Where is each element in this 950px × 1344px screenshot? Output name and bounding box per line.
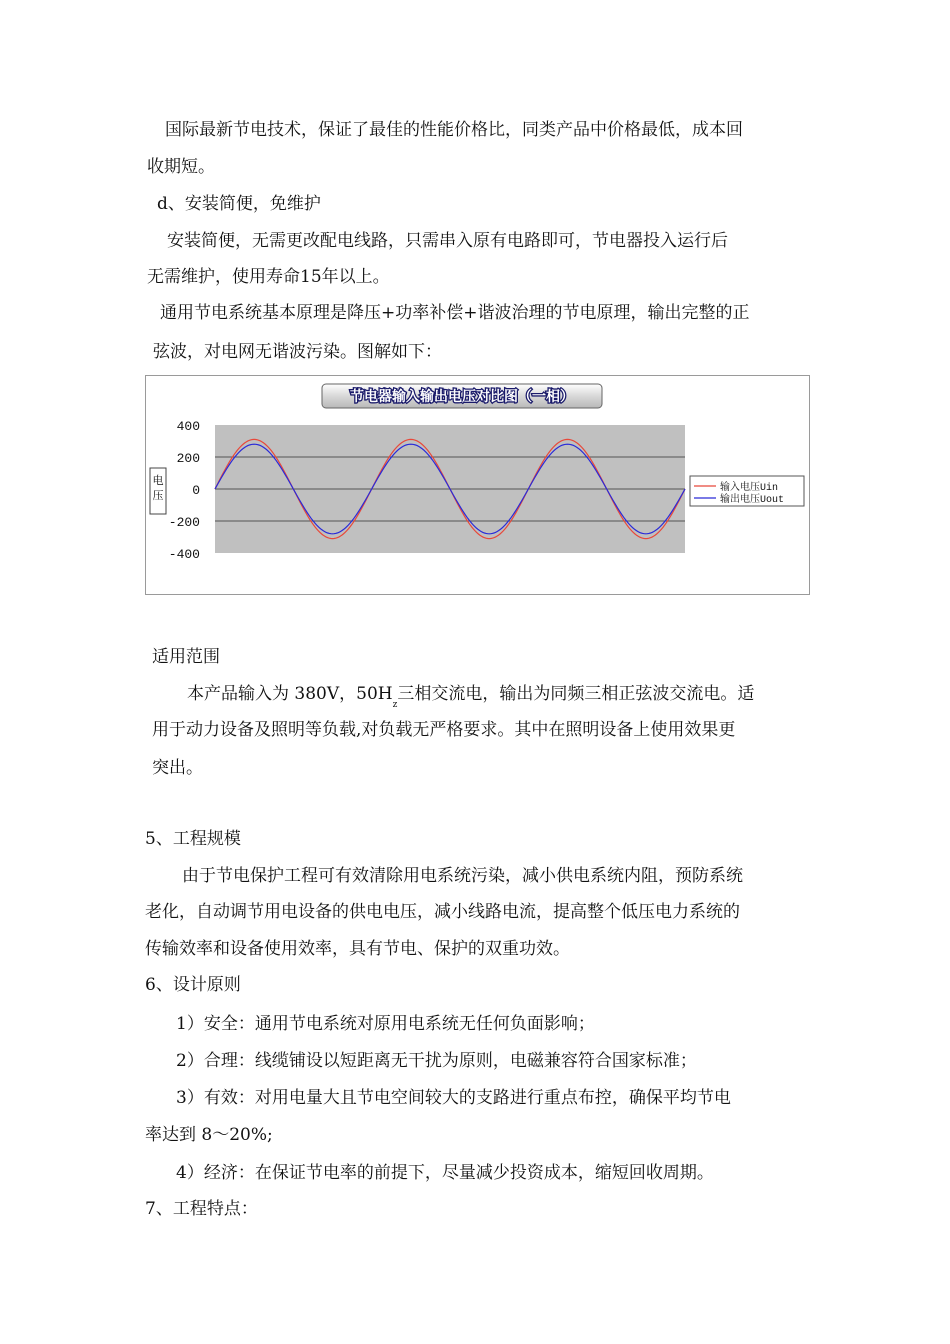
- chart-title: 节电器输入输出电压对比图（一相）: [350, 388, 574, 404]
- heading-d: d、安装简便，免维护: [157, 194, 321, 214]
- y-tick-labels: [169, 419, 200, 562]
- y-axis-label: 电压: [152, 475, 164, 502]
- scope-line-1-post: 三相交流电，输出为同频三相正弦波交流电。适: [397, 684, 755, 704]
- scope-line-1-sub: z: [392, 700, 398, 710]
- section-6-item-2: 2）合理：线缆铺设以短距离无干扰为原则，电磁兼容符合国家标准；: [176, 1051, 697, 1071]
- chart-svg: [146, 376, 809, 594]
- section-6-title: 6、设计原则: [145, 975, 241, 995]
- section-6-item-3-cont: 率达到 8～20%;: [145, 1125, 273, 1145]
- section-6-item-3: 3）有效：对用电量大且节电空间较大的支路进行重点布控，确保平均节电: [176, 1088, 731, 1108]
- legend-label: 输出电压Uout: [720, 495, 785, 506]
- legend-label: 输入电压Uin: [720, 483, 779, 494]
- paragraph-2b: 无需维护，使用寿命15年以上。: [147, 267, 390, 287]
- paragraph-2a: 安装简便，无需更改配电线路，只需串入原有电路即可，节电器投入运行后: [167, 231, 728, 251]
- section-6-item-1: 1）安全：通用节电系统对原用电系统无任何负面影响；: [176, 1014, 595, 1034]
- scope-line-1: [187, 682, 754, 709]
- scope-title: 适用范围: [152, 647, 220, 667]
- paragraph-1a: 国际最新节电技术，保证了最佳的性能价格比，同类产品中价格最低，成本回: [165, 120, 743, 140]
- paragraph-3b: 弦波，对电网无谐波污染。图解如下：: [153, 342, 442, 362]
- scope-line-1-pre: 本产品输入为 380V，50H: [187, 684, 393, 704]
- section-5-line-2: 老化，自动调节用电设备的供电电压，减小线路电流，提高整个低压电力系统的: [145, 902, 740, 922]
- section-5-line-1: 由于节电保护工程可有效清除用电系统污染，减小供电系统内阻，预防系统: [182, 866, 743, 886]
- y-tick-label: -200: [168, 515, 200, 530]
- scope-line-3: 突出。: [152, 758, 203, 778]
- paragraph-1b: 收期短。: [147, 157, 215, 177]
- y-tick-label: 0: [192, 483, 200, 498]
- y-tick-label: 400: [176, 419, 200, 434]
- scope-line-2: 用于动力设备及照明等负载,对负载无严格要求。其中在照明设备上使用效果更: [152, 720, 736, 740]
- section-6-item-4: 4）经济：在保证节电率的前提下，尽量减少投资成本，缩短回收周期。: [176, 1163, 714, 1183]
- section-5-title: 5、工程规模: [145, 829, 241, 849]
- y-tick-label: 200: [176, 451, 200, 466]
- y-tick-label: -400: [168, 547, 200, 562]
- paragraph-3a: 通用节电系统基本原理是降压+功率补偿+谐波治理的节电原理，输出完整的正: [160, 303, 750, 323]
- section-7-title: 7、工程特点：: [145, 1199, 258, 1219]
- voltage-comparison-chart: [145, 375, 810, 595]
- section-5-line-3: 传输效率和设备使用效率，具有节电、保护的双重功效。: [145, 939, 570, 959]
